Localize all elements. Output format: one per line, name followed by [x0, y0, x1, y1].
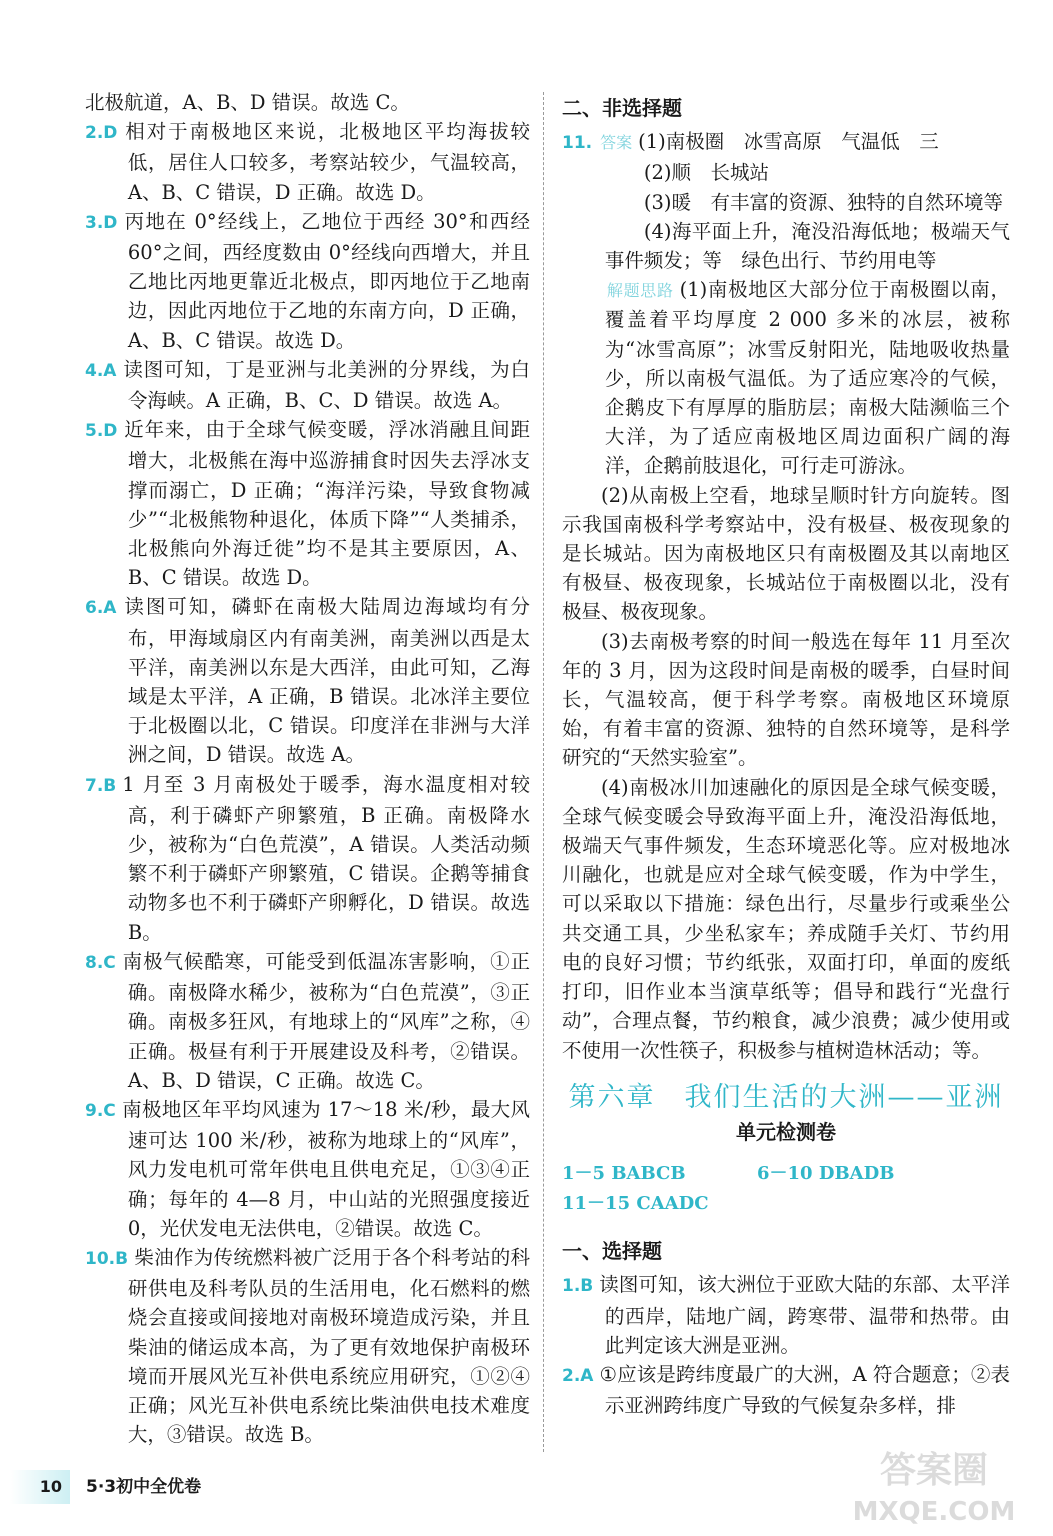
- answer-item: [85, 117, 530, 207]
- question-number: 2.A: [562, 1365, 594, 1386]
- answer-explanation: 南极地区年平均风速为 17～18 米/秒，最大风速可达 100 米/秒，被称为地球上的“风库”，风力发电机可常年供电且供电充足，①③④正确；每年的 4—8 月，中山站的光照强度接近 0，光伏发电无法供电，②错误。故选 C。: [121, 1097, 530, 1240]
- answer-explanation: 读图可知，磷虾在南极大陆周边海域均有分布，甲海域扇区内有南美洲，南美洲以西是太平洋，南美洲以东是大西洋，由此可知，乙海域是太平洋，A 正确，B 错误。北冰洋主要位于北极圈以北，C 错误。印度洋在非洲与大洋洲之间，D 错误。故选 A。: [122, 595, 530, 767]
- watermark-logo: [829, 1440, 1039, 1530]
- question-number: 5.D: [85, 421, 118, 442]
- answer-line: (2)顺 长城站: [643, 161, 770, 185]
- answer-item: [85, 1095, 530, 1243]
- series-title: 5·3初中全优卷: [86, 1477, 202, 1497]
- answer-item: [85, 770, 530, 947]
- answer-explanation: 读图可知，该大洲位于亚欧大陆的东部、太平洋的西岸，陆地广阔，跨寒带、温带和热带。由此判定该大洲是亚洲。: [599, 1273, 1010, 1357]
- question-number: 10.B: [85, 1248, 129, 1269]
- answer-explanation: 南极气候酷寒，可能受到低温冻害影响，①正确。南极降水稀少，被称为“白色荒漠”，③正确。南极多狂风，有地球上的“风库”之称，④正确。极昼有利于开展建设及科考，②错误。A、B、D 错误，C 正确。故选 C。: [121, 949, 530, 1092]
- analysis-para: (4)南极冰川加速融化的原因是全球气候变暖，全球气候变暖会导致海平面上升，淹没沿海低地，极端天气事件频发，生态环境恶化等。应对极地冰川融化，也就是应对全球气候变暖，作为中学生，可以采取以下措施：绿色出行，尽量步行或乘坐公共交通工具，少坐私家车；养成随手关灯、节约用电的良好习惯；节约纸张，双面打印，单面的废纸打印，旧作业本当演草纸等；倡导和践行“光盘行动”，合理点餐，节约粮食，减少浪费；减少使用或不使用一次性筷子，积极参与植树造林活动；等。: [562, 775, 1010, 1062]
- unit-title: 单元检测卷: [736, 1119, 836, 1144]
- chapter-title: 第六章 我们生活的大洲——亚洲: [568, 1081, 1004, 1113]
- left-answer-list: [85, 117, 530, 1449]
- question-number: 1.B: [562, 1276, 594, 1297]
- question-number: 4.A: [85, 360, 117, 381]
- answer-explanation: 读图可知，丁是亚洲与北美洲的分界线，为白令海峡。A 正确，B、C、D 错误。故选 A。: [122, 357, 530, 413]
- answer-line: (3)暖 有丰富的资源、独特的自然环境等: [643, 190, 1004, 214]
- answer-item: [85, 1243, 530, 1449]
- right-answer-list: [562, 1270, 1010, 1420]
- answer-item: [85, 947, 530, 1095]
- page-number: 10: [10, 1470, 70, 1504]
- question-11: [562, 127, 1010, 158]
- analysis-tag: 解题思路: [606, 281, 674, 301]
- watermark-text: 答案圈: [879, 1450, 989, 1491]
- answer-item: [562, 1360, 1010, 1420]
- question-number: 7.B: [85, 775, 117, 796]
- left-column: [85, 88, 530, 1449]
- answer-item: [85, 355, 530, 415]
- page-footer: [0, 1470, 300, 1504]
- question-number: 2.D: [85, 123, 118, 144]
- question-number: 3.D: [85, 212, 118, 233]
- answer-key: 11－15 CAADC: [562, 1193, 709, 1215]
- answer-item: [85, 592, 530, 769]
- question-number: 9.C: [85, 1100, 116, 1121]
- answer-explanation: 柴油作为传统燃料被广泛用于各个科考站的科研供电及科考队员的生活用电，化石燃料的燃烧会直接或间接地对南极环境造成污染，并且柴油的储运成本高，为了更有效地保护南极环境而开展风光互补供电系统应用研究，①②④正确；风光互补供电系统比柴油供电技术难度大，③错误。故选 B。: [127, 1245, 530, 1447]
- column-divider: [543, 92, 544, 1452]
- answer-item: [85, 207, 530, 355]
- answer-key: 6－10 DBADB: [757, 1163, 895, 1185]
- answer-key: 1－5 BABCB: [562, 1163, 686, 1185]
- analysis-para: (2)从南极上空看，地球呈顺时针方向旋转。图示我国南极科学考察站中，没有极昼、极夜现象的是长城站。因为南极地区只有南极圈及其以南地区有极昼、极夜现象，长城站位于南极圈以北，没有极昼、极夜现象。: [562, 483, 1010, 624]
- answer-explanation: 相对于南极地区来说，北极地区平均海拔较低，居住人口较多，考察站较少，气温较高，A、B、C 错误，D 正确。故选 D。: [123, 120, 530, 204]
- answer-explanation: 丙地在 0°经线上，乙地位于西经 30°和西经 60°之间，西经度数由 0°经线向西增大，并且乙地比丙地更靠近北极点，即丙地位于乙地南边，因此丙地位于乙地的东南方向，D 正确，A、B、C 错误。故选 D。: [123, 209, 530, 352]
- answer-line: (4)海平面上升，淹没沿海低地；极端天气事件频发；等 绿色出行、节约用电等: [604, 219, 1010, 273]
- question-number: 6.A: [85, 598, 117, 619]
- section-title: 二、非选择题: [562, 96, 682, 120]
- answer-explanation: 近年来，由于全球气候变暖，浮冰消融且间距增大，北极熊在海中巡游捕食时因失去浮冰支撑而溺亡，D 正确；“海洋污染，导致食物减少”“北极熊物种退化，体质下降”“人类捕杀，北极熊向外海迁徙”均不是其主要原因，A、B、C 错误。故选 D。: [123, 418, 530, 590]
- analysis-para: (3)去南极考察的时间一般选在每年 11 月至次年的 3 月，因为这段时间是南极的暖季，白昼时间长，气温较高，便于科学考察。南极地区环境原始，有着丰富的资源、独特的自然环境等，是科学研究的“天然实验室”。: [562, 629, 1010, 770]
- section-title: 一、选择题: [562, 1239, 662, 1264]
- answer-explanation: ①应该是跨纬度最广的大洲，A 符合题意；②表示亚洲跨纬度广导致的气候复杂多样，排: [599, 1362, 1010, 1418]
- continued-text: 北极航道，A、B、D 错误。故选 C。: [85, 91, 410, 114]
- answer-explanation: 1 月至 3 月南极处于暖季，海水温度相对较高，利于磷虾产卵繁殖，B 正确。南极降水少，被称为“白色荒漠”，A 错误。人类活动频繁不利于磷虾产卵繁殖，C 错误。企鹅等捕食动物多也不利于磷虾产卵孵化，D 错误。故选 B。: [122, 772, 530, 944]
- answer-item: [562, 1270, 1010, 1360]
- right-column: [562, 88, 1010, 1420]
- analysis-para: 解题思路 (1)南极地区大部分位于南极圈以南，覆盖着平均厚度 2 000 多米的冰层，被称为“冰雪高原”；冰雪反射阳光，陆地吸收热量少，所以南极气温低。为了适应寒冷的气候，企鹅皮下有厚厚的脂肪层；南极大陆濒临三个大洋，为了适应南极地区周边面积广阔的海洋，企鹅前肢退化，可行走可游泳。: [604, 278, 1010, 478]
- watermark-url: MXQE.COM: [852, 1497, 1016, 1527]
- answer-item: [85, 415, 530, 592]
- answer-line: (1)南极圈 冰雪高原 气温低 三: [638, 130, 939, 154]
- answer-tag: 答案: [600, 133, 633, 153]
- answer-keys: [562, 1159, 1010, 1219]
- question-number: 11.: [562, 133, 593, 154]
- question-number: 8.C: [85, 952, 116, 973]
